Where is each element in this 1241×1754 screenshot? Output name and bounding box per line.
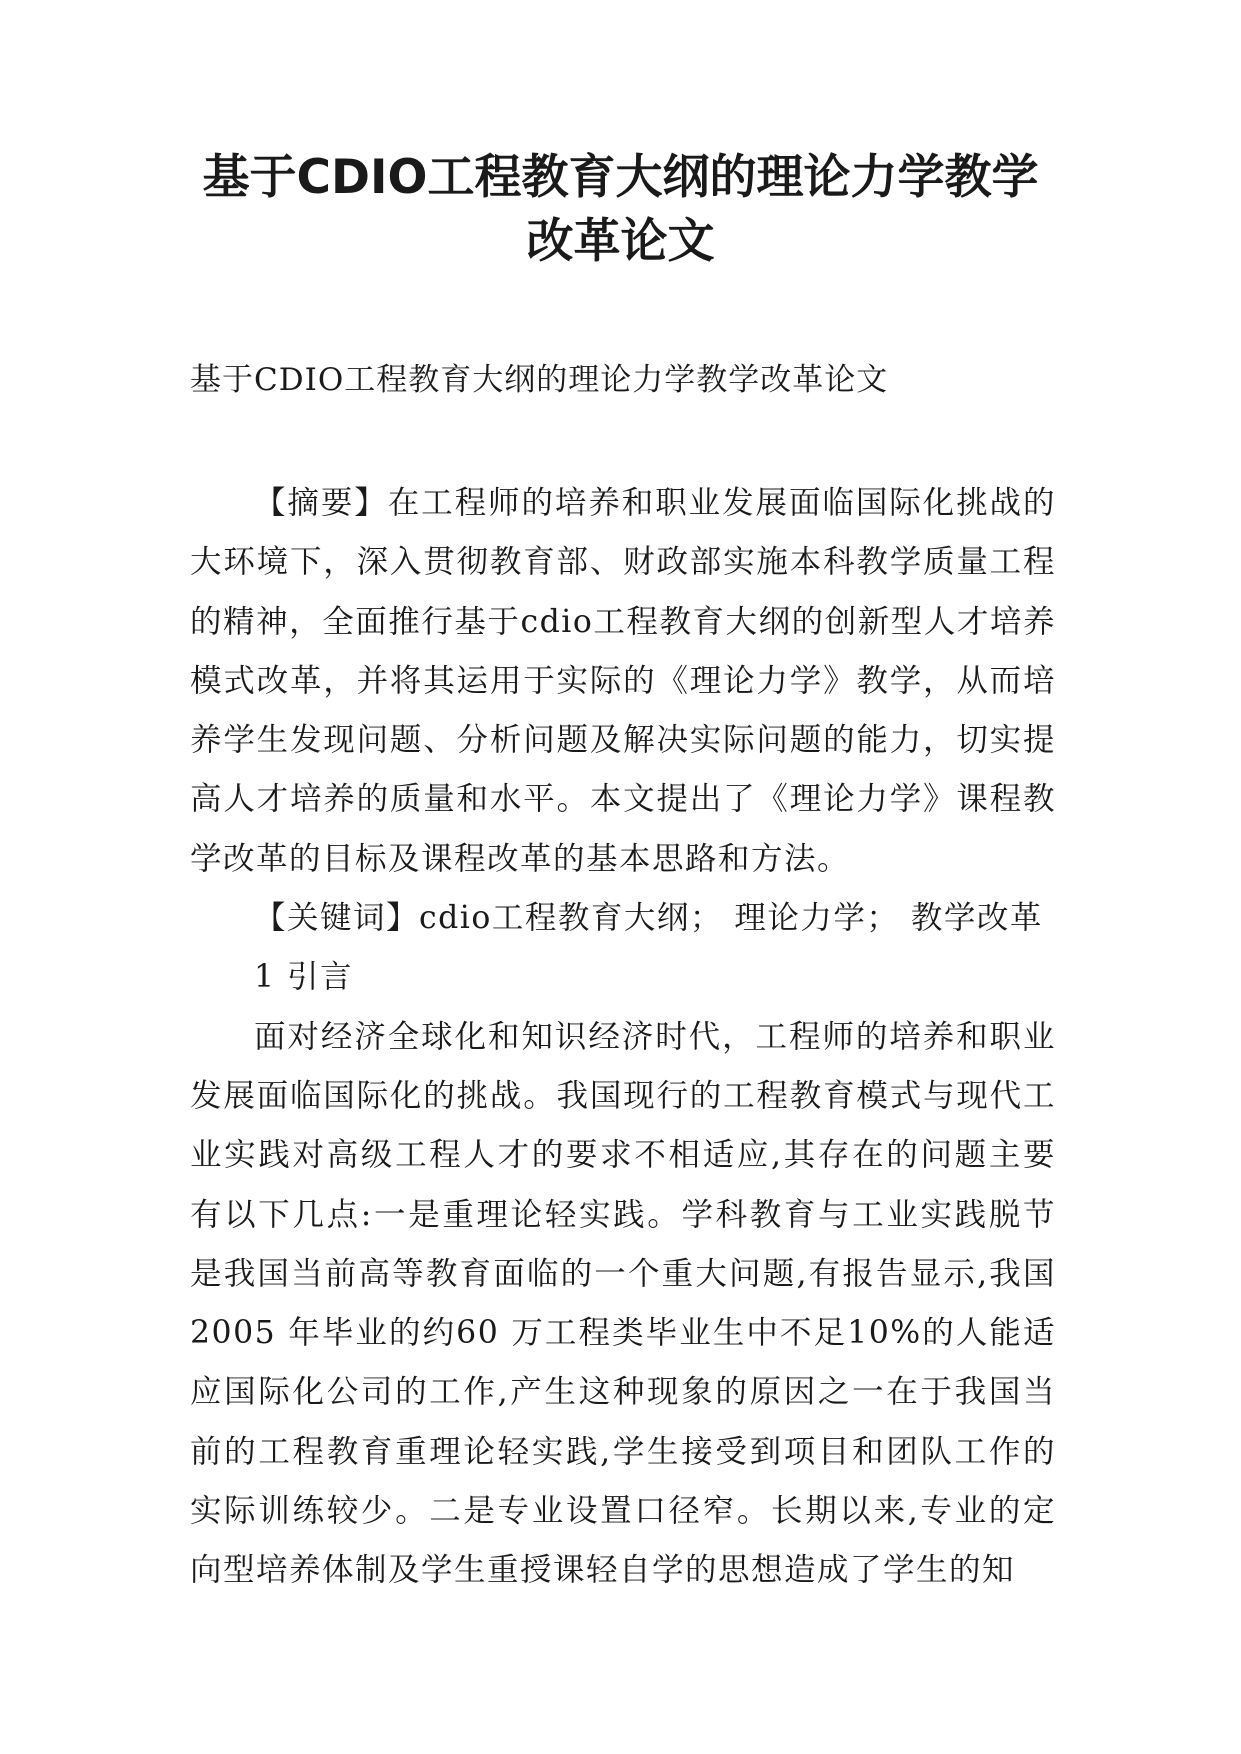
body-paragraph: 面对经济全球化和知识经济时代，工程师的培养和职业发展面临国际化的挑战。我国现行的工程教育模式与现代工业实践对高级工程人才的要求不相适应,其存在的问题主要有以下几点:一是重理论轻实践。学科教育与工业实践脱节是我国当前高等教育面临的一个重大问题,有报告显示,我国2005 年毕业的约60 万工程类毕业生中不足10%的人能适应国际化公司的工作,产生这种现象的原因之一在于我国当前的工程教育重理论轻实践,学生接受到项目和团队工作的实际训练较少。二是专业设置口径窄。长期以来,专业的定向型培养体制及学生重授课轻自学的思想造成了学生的知 xyxy=(190,1018,1056,1589)
document-body xyxy=(190,474,1056,1601)
document-title: 基于CDIO工程教育大纲的理论力学教学改革论文 xyxy=(202,150,1039,269)
abstract-paragraph: 【摘要】在工程师的培养和职业发展面临国际化挑战的大环境下，深入贯彻教育部、财政部实施本科教学质量工程的精神，全面推行基于cdio工程教育大纲的创新型人才培养模式改革，并将其运用于实际的《理论力学》教学，从而培养学生发现问题、分析问题及解决实际问题的能力，切实提高人才培养的质量和水平。本文提出了《理论力学》课程教学改革的目标及课程改革的基本思路和方法。 xyxy=(190,485,1056,877)
keywords-paragraph: 【关键词】cdio工程教育大纲； 理论力学； 教学改革 xyxy=(254,900,1043,937)
section-heading: 1 引言 xyxy=(254,959,354,996)
document-subtitle: 基于CDIO工程教育大纲的理论力学教学改革论文 xyxy=(190,362,889,398)
